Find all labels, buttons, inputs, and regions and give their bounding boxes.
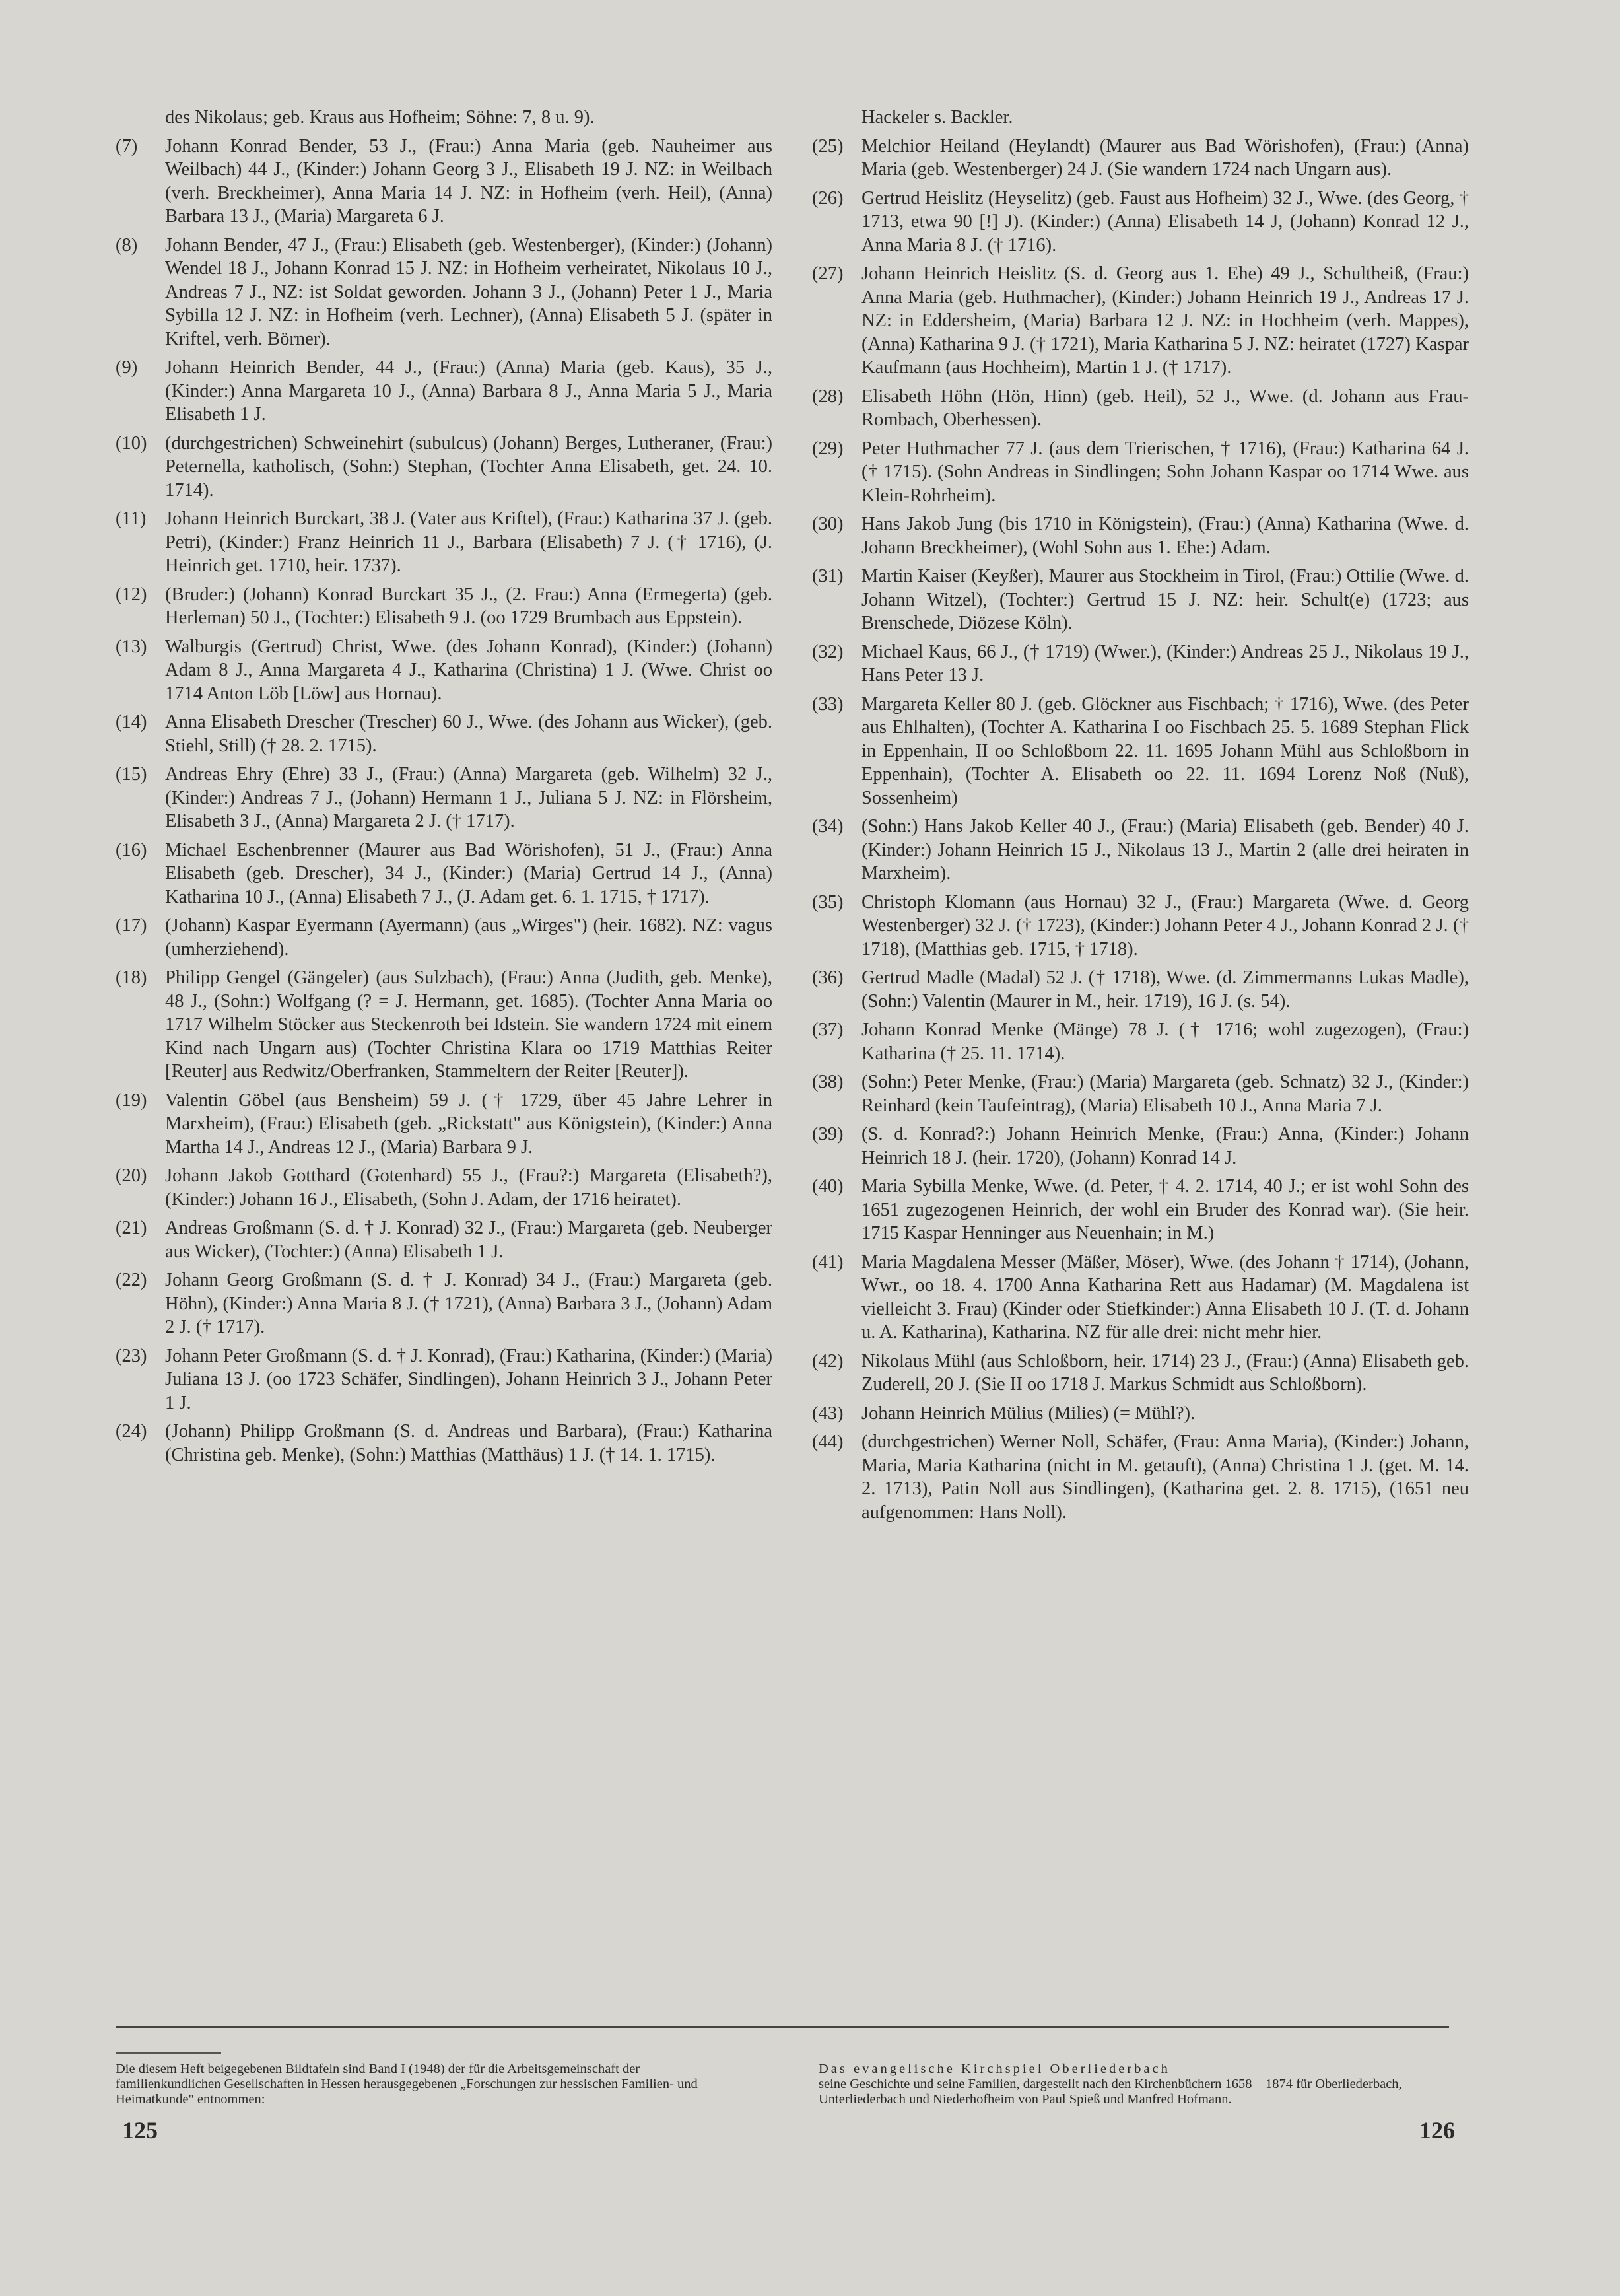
footer-divider [116,2026,1449,2028]
footnote-right [819,2062,1446,2107]
entry-number: (16) [116,839,147,860]
register-entry [116,1420,772,1467]
entry-text: Johann Georg Großmann (S. d. † J. Konrad) 34 J., (Frau:) Margareta (geb. Höhn), (Kinder:) Anna Maria 8 J. († 1721), (Anna) Barbara 3 J., (Johann) Adam 2 J. († 1717). [165,1270,772,1337]
register-entry [812,1070,1469,1117]
entry-text: Gertrud Heislitz (Heyselitz) (geb. Faust aus Hofheim) 32 J., Wwe. (des Georg, † 1713, etwa 90 [!] J). (Kinder:) (Anna) Elisabeth 14 J, (Johann) Konrad 12 J., Anna Maria 8 J. († 1716). [861,188,1469,256]
entry-number: (11) [116,508,147,529]
entry-text: Hackeler s. Backler. [861,107,1013,127]
entry-number: (42) [812,1350,844,1372]
entry-text: Johann Konrad Menke (Mänge) 78 J. († 1716; wohl zugezogen), (Frau:) Katharina († 25. 11. 1714). [861,1020,1469,1064]
entry-number: (27) [812,263,844,284]
entry-number: (38) [812,1072,844,1092]
entry-text: (Johann) Kaspar Eyermann (Ayermann) (aus „Wirges") (heir. 1682). NZ: vagus (umherziehend). [165,915,772,959]
entry-text: Peter Huthmacher 77 J. (aus dem Trierischen, † 1716), (Frau:) Katharina 64 J. († 1715). (Sohn Andreas in Sindlingen; Sohn Johann Kaspar oo 1714 Wwe. aus Klein-Rohrheim). [861,438,1469,506]
footnote-right-title: Das evangelische Kirchspiel Oberliederbach [819,2062,1170,2076]
register-entry [116,635,772,706]
register-entry [116,356,772,427]
entry-number: (12) [116,584,147,605]
register-entry [812,1123,1469,1169]
register-entry [812,1402,1469,1426]
register-entry [812,135,1469,182]
footnote-divider [116,2052,221,2054]
entry-text: Johann Heinrich Heislitz (S. d. Georg aus 1. Ehe) 49 J., Schultheiß, (Frau:) Anna Maria (geb. Huthmacher), (Kinder:) Johann Heinrich 19 J., Andreas 17 J. NZ: in Eddersheim, (Maria) Barbara 12 J. NZ: in Hochheim (verh. Mappes), (Anna) Katharina 9 J. († 1721), Maria Katharina 5 J. NZ: heiratet (1727) Kaspar Kaufmann (aus Hochheim), Martin 1 J. († 1717). [861,263,1469,378]
entry-text: Andreas Großmann (S. d. † J. Konrad) 32 J., (Frau:) Margareta (geb. Neuberger aus Wicker), (Tochter:) (Anna) Elisabeth 1 J. [165,1218,772,1262]
register-entry [116,106,772,129]
entry-text: (durchgestrichen) Schweinehirt (subulcus) (Johann) Berges, Lutheraner, (Frau:) Peternella, katholisch, (Sohn:) Stephan, (Tochter Anna Elisabeth, get. 24. 10. 1714). [165,433,772,501]
entry-text: Johann Heinrich Bender, 44 J., (Frau:) (Anna) Maria (geb. Kaus), 35 J., (Kinder:) Anna Margareta 10 J., (Anna) Barbara 8 J., Anna Maria 5 J., Maria Elisabeth 1 J. [165,357,772,425]
entry-number: (21) [116,1218,147,1238]
entry-number: (30) [812,514,844,534]
register-entry [812,437,1469,508]
entry-number: (20) [116,1165,147,1186]
register-entry [812,106,1469,129]
entry-text: Johann Heinrich Mülius (Milies) (= Mühl?). [861,1403,1196,1424]
register-entry [116,1344,772,1415]
register-entry [812,1430,1469,1524]
entry-text: Johann Jakob Gotthard (Gotenhard) 55 J., (Frau?:) Margareta (Elisabeth?), (Kinder:) Johann 16 J., Elisabeth, (Sohn J. Adam, der 1716 heiratet). [165,1165,772,1210]
entry-number: (23) [116,1345,147,1366]
entry-number: (41) [812,1251,844,1272]
register-entry [812,565,1469,635]
entry-number: (26) [812,188,844,209]
entry-text: Michael Eschenbrenner (Maurer aus Bad Wörishofen), 51 J., (Frau:) Anna Elisabeth (geb. Drescher), 34 J., (Kinder:) (Maria) Gertrud 14 J., (Anna) Katharina 10 J., (Anna) Elisabeth 7 J., (J. Adam get. 6. 1. 1715, † 1717). [165,839,772,907]
register-entry [812,815,1469,886]
register-entry [116,135,772,228]
register-entry [812,187,1469,258]
page-number-right: 126 [1419,2117,1455,2143]
entry-number: (24) [116,1421,147,1442]
entry-text: Andreas Ehry (Ehre) 33 J., (Frau:) (Anna) Margareta (geb. Wilhelm) 32 J., (Kinder:) Andreas 7 J., (Johann) Hermann 1 J., Juliana 5 J. NZ: in Flörsheim, Elisabeth 3 J., (Anna) Margareta 2 J. († 1717). [165,764,772,831]
entry-text: Maria Sybilla Menke, Wwe. (d. Peter, † 4. 2. 1714, 40 J.; er ist wohl Sohn des 1651 zugezogenen Heinrich, der wohl ein Bruder des Konrad war). (Sie heir. 1715 Kaspar Henninger aus Neuenhain; in M.) [861,1176,1469,1243]
entry-text: Gertrud Madle (Madal) 52 J. († 1718), Wwe. (d. Zimmermanns Lukas Madle), (Sohn:) Valentin (Maurer in M., heir. 1719), 16 J. (s. 54). [861,967,1469,1012]
entry-number: (28) [812,386,844,407]
entry-text: (Sohn:) Peter Menke, (Frau:) (Maria) Margareta (geb. Schnatz) 32 J., (Kinder:) Reinhard (kein Taufeintrag), (Maria) Elisabeth 10 J., Anna Maria 7 J. [861,1072,1469,1116]
entry-number: (39) [812,1124,844,1144]
register-entry [116,234,772,351]
entry-number: (13) [116,636,147,657]
register-entry [812,693,1469,810]
entry-text: Johann Peter Großmann (S. d. † J. Konrad), (Frau:) Katharina, (Kinder:) (Maria) Juliana 13 J. (oo 1723 Schäfer, Sindlingen), Johann Heinrich 3 J., Johann Peter 1 J. [165,1345,772,1413]
entry-text: Michael Kaus, 66 J., († 1719) (Wwer.), (Kinder:) Andreas 25 J., Nikolaus 19 J., Hans Peter 13 J. [861,641,1469,685]
entry-number: (7) [116,135,138,157]
page-number-left: 125 [122,2117,158,2143]
register-entry [812,891,1469,961]
entry-text: Johann Heinrich Burckart, 38 J. (Vater aus Kriftel), (Frau:) Katharina 37 J. (geb. Petri), (Kinder:) Franz Heinrich 11 J., Barbara (Elisabeth) 7 J. († 1716), (J. Heinrich get. 1710, heir. 1737). [165,508,772,576]
entry-number: (34) [812,816,844,837]
entry-number: (18) [116,967,147,988]
entry-text: des Nikolaus; geb. Kraus aus Hofheim; Söhne: 7, 8 u. 9). [165,107,595,127]
entry-text: (Johann) Philipp Großmann (S. d. Andreas und Barbara), (Frau:) Katharina (Christina geb. Menke), (Sohn:) Matthias (Matthäus) 1 J. († 14. 1. 1715). [165,1421,772,1465]
entry-text: (Sohn:) Hans Jakob Keller 40 J., (Frau:) (Maria) Elisabeth (geb. Bender) 40 J. (Kinder:) Johann Heinrich 15 J., Nikolaus 13 J., Martin 2 (alle drei heiraten in Marxheim). [861,816,1469,884]
register-entry [812,1175,1469,1245]
entry-text: Hans Jakob Jung (bis 1710 in Königstein), (Frau:) (Anna) Katharina (Wwe. d. Johann Breckheimer), (Wohl Sohn aus 1. Ehe:) Adam. [861,514,1469,558]
register-entry [116,432,772,503]
entry-number: (35) [812,891,844,913]
entry-text: (Bruder:) (Johann) Konrad Burckart 35 J., (2. Frau:) Anna (Ermegerta) (geb. Herleman) 50 J., (Tochter:) Elisabeth 9 J. (oo 1729 Brumbach aus Eppstein). [165,584,772,628]
register-entry [116,711,772,757]
entry-text: Johann Konrad Bender, 53 J., (Frau:) Anna Maria (geb. Nauheimer aus Weilbach) 44 J., (Kinder:) Johann Georg 3 J., Elisabeth 19 J. NZ: in Weilbach (verh. Breckheimer), Anna Maria 14 J. NZ: in Hofheim (verh. Heil), (Anna) Barbara 13 J., (Maria) Margareta 6 J. [165,135,772,226]
entry-text: Maria Magdalena Messer (Mäßer, Möser), Wwe. (des Johann † 1714), (Johann, Wwr., oo 18. 4. 1700 Anna Katharina Rett aus Hadamar) (M. Magdalena ist vielleicht 3. Frau) (Kinder oder Stiefkinder:) Anna Elisabeth 10 J. (T. d. Johann u. A. Katharina), Katharina. NZ für alle drei: nicht mehr hier. [861,1251,1469,1342]
entry-number: (32) [812,641,844,662]
entry-text: Elisabeth Höhn (Hön, Hinn) (geb. Heil), 52 J., Wwe. (d. Johann aus Frau-Rombach, Oberhessen). [861,386,1469,430]
entry-number: (31) [812,566,844,586]
entry-number: (33) [812,693,844,714]
register-entry [116,1089,772,1160]
register-entry [812,966,1469,1013]
register-entry [812,1251,1469,1344]
right-column [812,106,1469,1529]
entry-text: Melchior Heiland (Heylandt) (Maurer aus Bad Wörishofen), (Frau:) (Anna) Maria (geb. Westenberger) 24 J. (Sie wandern 1724 nach Ungarn aus). [861,135,1469,180]
register-entry [812,641,1469,687]
entry-number: (40) [812,1176,844,1197]
entry-number: (15) [116,764,147,784]
entry-text: Martin Kaiser (Keyßer), Maurer aus Stockheim in Tirol, (Frau:) Ottilie (Wwe. d. Johann Witzel), (Tochter:) Gertrud 15 J. NZ: heir. Schult(e) (1723; aus Brenschede, Diözese Köln). [861,566,1469,633]
entry-text: Philipp Gengel (Gängeler) (aus Sulzbach), (Frau:) Anna (Judith, geb. Menke), 48 J., (Sohn:) Wolfgang (? = J. Hermann, get. 1685). (Tochter Anna Maria oo 1717 Wilhelm Stöcker aus Steckenroth bei Idstein. Sie wandern 1724 mit einem Kind nach Ungarn aus) (Tochter Christina Klara oo 1719 Matthias Reiter [Reuter] aus Redwitz/Oberfranken, Stammeltern der Reiter [Reuter]). [165,967,772,1082]
entry-number: (44) [812,1432,844,1452]
register-entry [812,262,1469,380]
register-entry [116,507,772,578]
register-entry [116,966,772,1084]
entry-number: (9) [116,357,138,378]
entry-number: (36) [812,967,844,988]
register-entry [116,839,772,909]
register-entry [812,512,1469,559]
entry-number: (22) [116,1270,147,1290]
register-entry [116,914,772,961]
entry-text: Anna Elisabeth Drescher (Trescher) 60 J., Wwe. (des Johann aus Wicker), (geb. Stiehl, Still) († 28. 2. 1715). [165,712,772,756]
entry-number: (8) [116,234,138,256]
entry-number: (14) [116,712,147,732]
register-entry [116,1269,772,1339]
register-entry [812,1350,1469,1397]
entry-number: (17) [116,915,147,936]
entry-number: (29) [812,438,844,459]
register-entry [812,1018,1469,1065]
footnote-right-text: seine Geschichte und seine Familien, dargestellt nach den Kirchenbüchern 1658—1874 für Oberliederbach, Unterliederbach und Niederhofheim von Paul Spieß und Manfred Hofmann. [819,2077,1402,2106]
register-entry [116,1216,772,1263]
entry-number: (37) [812,1020,844,1040]
entry-text: Johann Bender, 47 J., (Frau:) Elisabeth (geb. Westenberger), (Kinder:) (Johann) Wendel 18 J., Johann Konrad 15 J. NZ: in Hofheim verheiratet, Nikolaus 10 J., Andreas 7 J., NZ: ist Soldat geworden. Johann 3 J., (Johann) Peter 1 J., Maria Sybilla 12 J. NZ: in Hofheim (verh. Lechner), (Anna) Elisabeth 5 J. (später in Kriftel, verh. Börner). [165,234,772,349]
entry-text: Walburgis (Gertrud) Christ, Wwe. (des Johann Konrad), (Kinder:) (Johann) Adam 8 J., Anna Margareta 4 J., Katharina (Christina) 1 J. (Wwe. Christ oo 1714 Anton Löb [Löw] aus Hornau). [165,636,772,704]
register-entry [116,763,772,833]
entry-number: (10) [116,433,147,454]
register-entry [116,1164,772,1211]
footnote-left: Die diesem Heft beigegebenen Bildtafeln sind Band I (1948) der für die Arbeitsgemeinschaft der familienkundlichen Gesellschaften in Hessen herausgegebenen „Forschungen zur hessischen Familien- und Heimatkunde" entnommen: [116,2062,698,2106]
entry-text: (S. d. Konrad?:) Johann Heinrich Menke, (Frau:) Anna, (Kinder:) Johann Heinrich 18 J. (heir. 1720), (Johann) Konrad 14 J. [861,1124,1469,1168]
entry-number: (43) [812,1403,844,1424]
register-entry [116,583,772,630]
entry-text: (durchgestrichen) Werner Noll, Schäfer, (Frau: Anna Maria), (Kinder:) Johann, Maria, Maria Katharina (nicht in M. getauft), (Anna) Christina 1 J. (get. M. 14. 2. 1713), Patin Noll aus Sindlingen), (Katharina get. 2. 8. 1715), (1651 neu aufgenommen: Hans Noll). [861,1432,1469,1523]
entry-number: (25) [812,135,844,157]
entry-text: Valentin Göbel (aus Bensheim) 59 J. († 1729, über 45 Jahre Lehrer in Marxheim), (Frau:) Elisabeth (geb. „Rickstatt" aus Königstein), (Kinder:) Anna Martha 14 J., Andreas 12 J., (Maria) Barbara 9 J. [165,1090,772,1158]
entry-text: Margareta Keller 80 J. (geb. Glöckner aus Fischbach; † 1716), Wwe. (des Peter aus Ehlhalten), (Tochter A. Katharina I oo Fischbach 25. 5. 1689 Stephan Flick in Eppenhain, II oo Schloßborn 22. 11. 1695 Johann Mühl aus Schloßborn in Eppenhain), (Tochter A. Elisabeth oo 22. 11. 1694 Lorenz Noß (Nuß), Sossenheim) [861,693,1469,808]
register-entry [812,385,1469,432]
entry-number: (19) [116,1090,147,1111]
entry-text: Nikolaus Mühl (aus Schloßborn, heir. 1714) 23 J., (Frau:) (Anna) Elisabeth geb. Zuderell, 20 J. (Sie II oo 1718 J. Markus Schmidt aus Schloßborn). [861,1350,1469,1395]
left-column [116,106,772,1472]
entry-text: Christoph Klomann (aus Hornau) 32 J., (Frau:) Margareta (Wwe. d. Georg Westenberger) 32 J. († 1723), (Kinder:) Johann Peter 4 J., Johann Konrad 2 J. († 1718), (Matthias geb. 1715, † 1718). [861,891,1469,959]
